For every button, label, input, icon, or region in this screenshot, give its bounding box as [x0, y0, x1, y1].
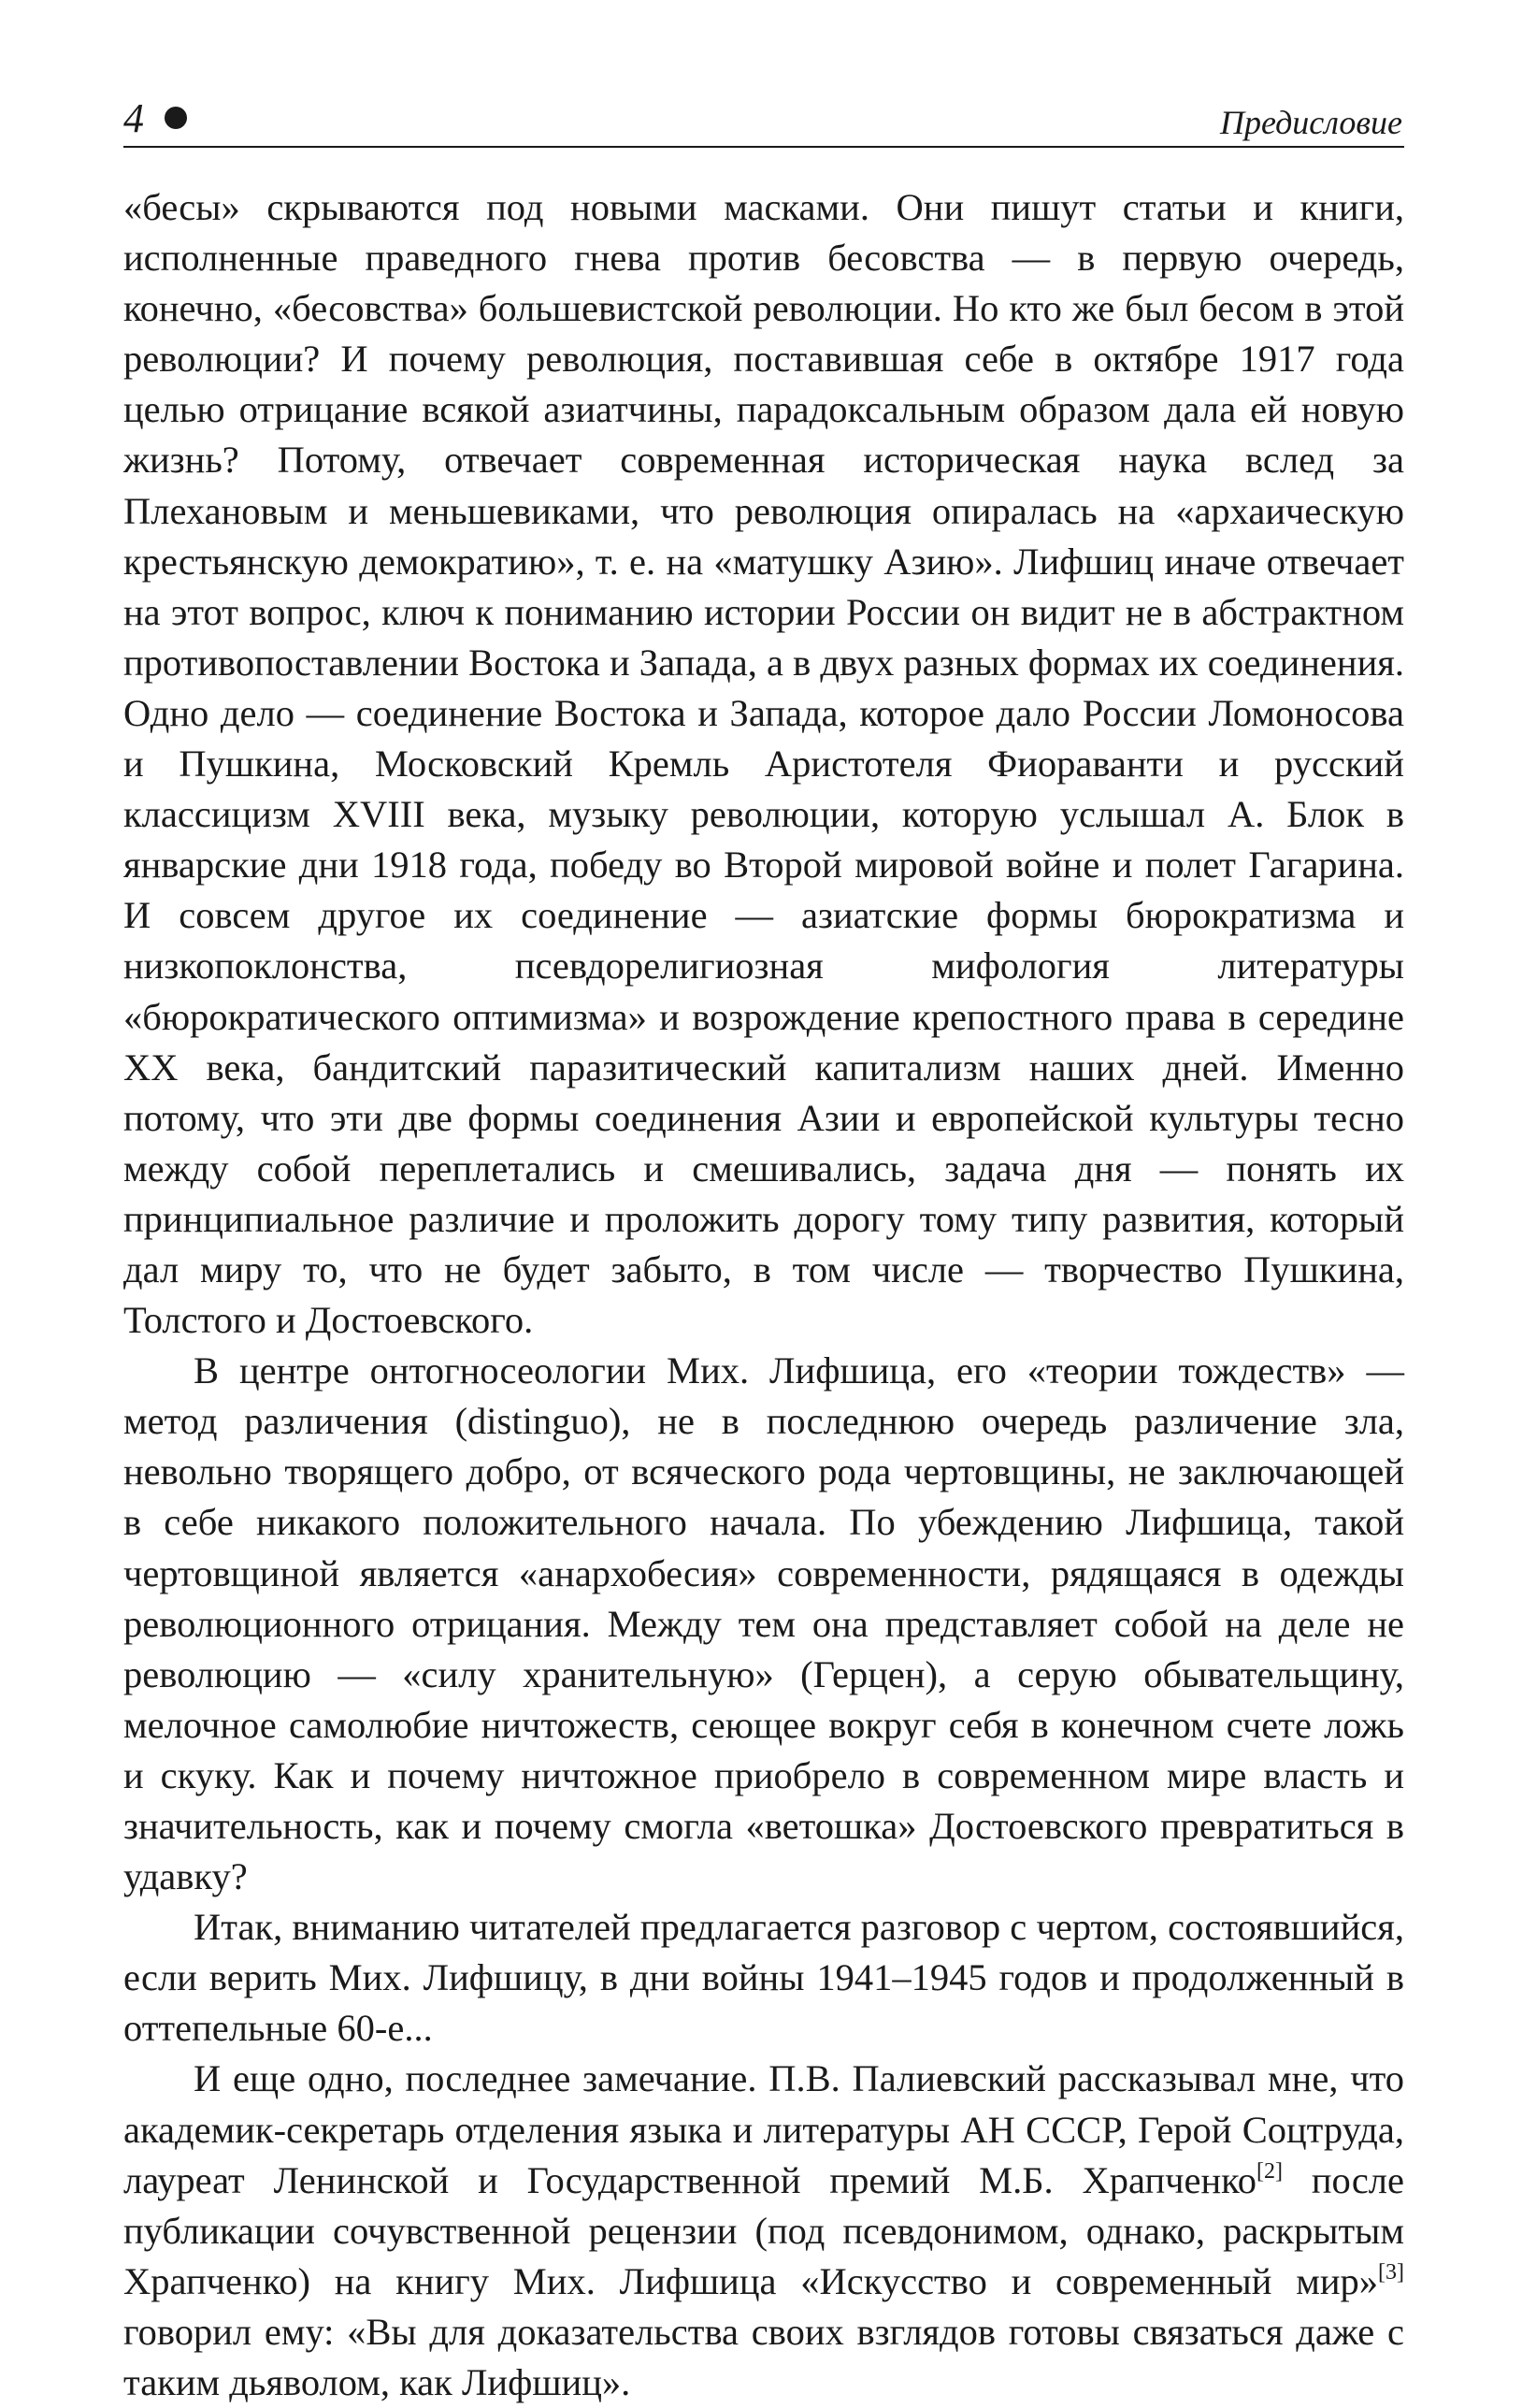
bullet-icon [165, 107, 187, 129]
section-title: Предисловие [1219, 104, 1402, 141]
body-text [123, 182, 1404, 2408]
running-header [123, 94, 1404, 148]
paragraph-4 [123, 2054, 1404, 2408]
page-number: 4 [123, 95, 144, 141]
paragraph-3: Итак, вниманию читателей предлагается разговор с чертом, состоявшийся, если верить Мих. Лифшицу, в дни войны 1941–1945 годов и продолженный в оттепельные 60-е... [123, 1906, 1404, 2050]
paragraph-1: «бесы» скрываются под новыми масками. Они пишут статьи и книги, исполненные праведного гнева против бесовства — в первую очередь, конечно, «бесовства» большевистской революции. Но кто же был бесом в этой революции? И почему революция, поставившая себе в октябре 1917 года целью отрицание всякой азиатчины, парадоксальным образом дала ей новую жизнь? Потому, отвечает современная историческая наука вслед за Плехановым и меньшевиками, что революция опиралась на «архаическую крестьянскую демократию», т. е. на «матушку Азию». Лифшиц иначе отвечает на этот вопрос, ключ к пониманию истории России он видит не в абстрактном противопоставлении Востока и Запада, а в двух разных формах их соединения. Одно дело — соединение Востока и Запада, которое дало России Ломоносова и Пушкина, Московский Кремль Аристотеля Фиораванти и русский классицизм XVIII века, музыку революции, которую услышал А. Блок в январские дни 1918 года, победу во Второй мировой войне и полет Гагарина. И совсем другое их соединение — азиатские формы бюрократизма и низкопоклонства, псевдорелигиозная мифология литературы «бюрократического оптимизма» и возрождение крепостного права в середине XX века, бандитский паразитический капитализм наших дней. Именно потому, что эти две формы соединения Азии и европейской культуры тесно между собой переплетались и смешивались, задача дня — понять их принципиальное различие и проложить дорогу тому типу развития, который дал миру то, что не будет забыто, в том числе — творчество Пушкина, Толстого и Достоевского. [123, 186, 1404, 1342]
paragraph-2: В центре онтогносеологии Мих. Лифшица, его «теории тождеств» — метод различения (distinguo), не в последнюю очередь различение зла, невольно творящего добро, от всяческого рода чертовщины, не заключающей в себе никакого положительного начала. По убеждению Лифшица, такой чертовщиной является «анархобесия» современности, рядящаяся в одежды революционного отрицания. Между тем она представляет собой на деле не революцию — «силу хранительную» (Герцен), а серую обывательщину, мелочное самолюбие ничтожеств, сеющее вокруг себя в конечном счете ложь и скуку. Как и почему ничтожное приобрело в современном мире власть и значительность, как и почему смогла «ветошка» Достоевского превратиться в удавку? [123, 1349, 1404, 1898]
footnote-ref-3[interactable]: [3] [1378, 2259, 1404, 2285]
paragraph-4-text-1: И еще одно, последнее замечание. П.В. Палиевский рассказывал мне, что академик-секретарь отделения языка и литературы АН СССР, Герой Соцтруда, лауреат Ленинской и Государственной премий М.Б. Храпченко [123, 2057, 1404, 2201]
paragraph-4-text-3: говорил ему: «Вы для доказательства своих взглядов готовы связаться даже с таким дьяволом, как Лифшиц». [123, 2310, 1404, 2404]
footnote-ref-2[interactable]: [2] [1256, 2158, 1284, 2184]
paragraph-4-text-2: после публикации сочувственной рецензии (под псевдонимом, однако, раскрытым Храпченко) на книгу Мих. Лифшица «Искусство и современный мир» [123, 2158, 1404, 2302]
